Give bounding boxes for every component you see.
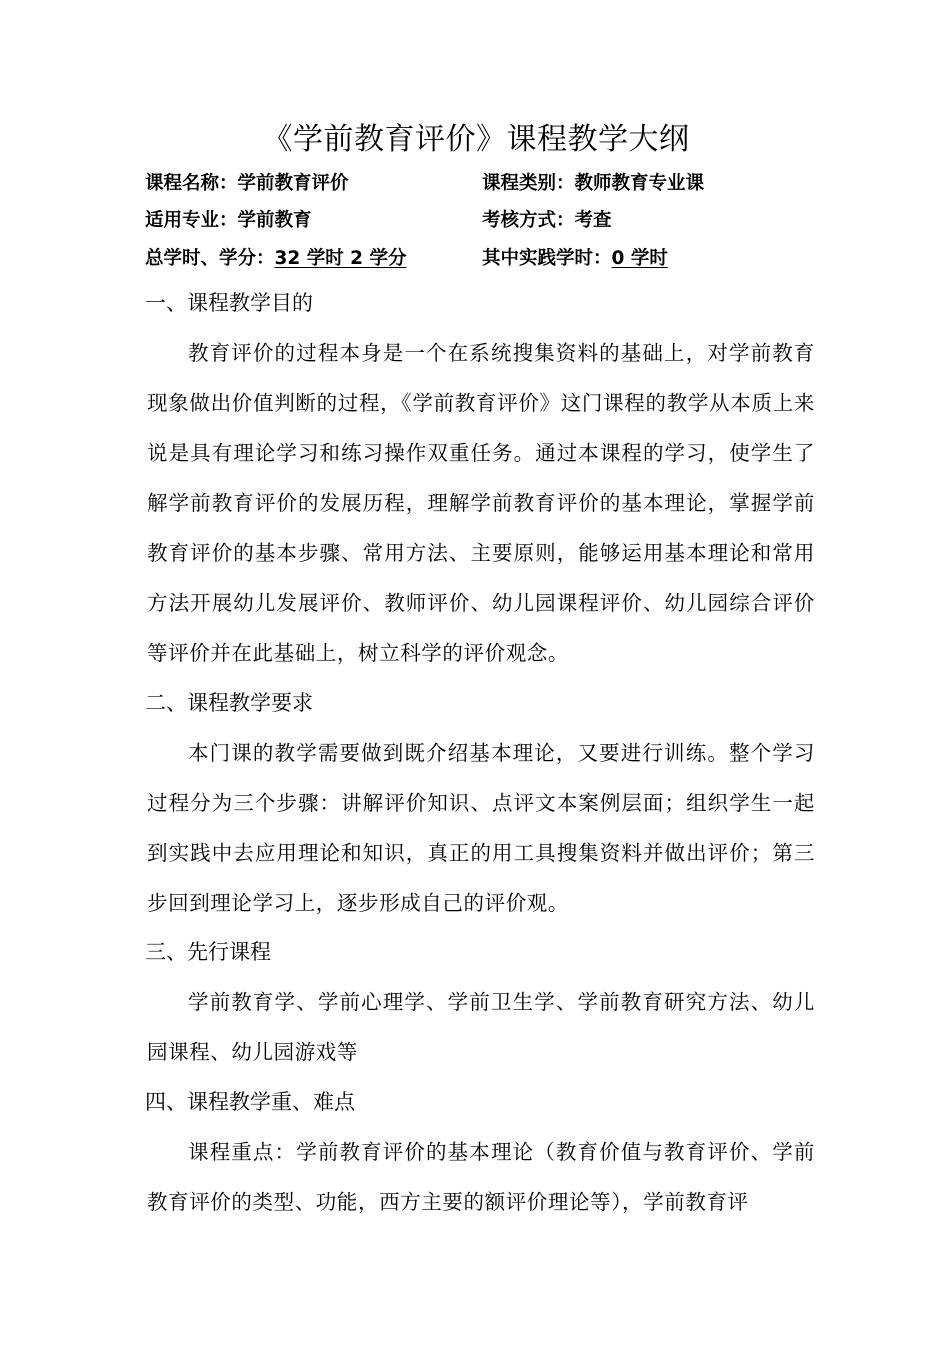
practice-hours <box>482 244 668 274</box>
meta-row-3 <box>145 244 825 274</box>
section-text-key-points: 课程重点：学前教育评价的基本理论（教育价值与教育评价、学前教育评价的类型、功能，西方主要的额评价理论等），学前教育评 <box>147 1140 815 1214</box>
meta-row-2 <box>145 206 825 236</box>
section-heading-purpose: 一、课程教学目的 <box>145 291 313 315</box>
total-hours-label: 总学时、学分： <box>145 248 275 269</box>
section-text-requirements: 本门课的教学需要做到既介绍基本理论，又要进行训练。整个学习过程分为三个步骤：讲解评价知识、点评文本案例层面；组织学生一起到实践中去应用理论和知识，真正的用工具搜集资料并做出评价；第三步回到理论学习上，逐步形成自己的评价观。 <box>147 741 815 915</box>
section-heading-prerequisites: 三、先行课程 <box>145 940 271 964</box>
total-hours-value: 32 学时 2 学分 <box>274 248 407 269</box>
assessment-method: 考核方式：考查 <box>482 210 612 231</box>
section-text-prerequisites: 学前教育学、学前心理学、学前卫生学、学前教育研究方法、幼儿园课程、幼儿园游戏等 <box>147 990 815 1064</box>
meta-row-1 <box>145 169 825 199</box>
course-type: 课程类别：教师教育专业课 <box>482 173 705 194</box>
practice-hours-label: 其中实践学时： <box>482 248 612 269</box>
course-name: 课程名称：学前教育评价 <box>145 173 349 194</box>
applicable-major: 适用专业：学前教育 <box>145 210 312 231</box>
total-hours <box>145 244 406 274</box>
practice-hours-value: 0 学时 <box>611 248 668 269</box>
section-heading-key-points: 四、课程教学重、难点 <box>145 1090 355 1114</box>
section-text-purpose: 教育评价的过程本身是一个在系统搜集资料的基础上，对学前教育现象做出价值判断的过程，《学前教育评价》这门课程的教学从本质上来说是具有理论学习和练习操作双重任务。通过本课程的学习，使学生了解学前教育评价的发展历程，理解学前教育评价的基本理论，掌握学前教育评价的基本步骤、常用方法、主要原则，能够运用基本理论和常用方法开展幼儿发展评价、教师评价、幼儿园课程评价、幼儿园综合评价等评价并在此基础上，树立科学的评价观念。 <box>147 341 815 665</box>
section-heading-requirements: 二、课程教学要求 <box>145 691 313 715</box>
document-title: 《学前教育评价》课程教学大纲 <box>262 122 690 157</box>
